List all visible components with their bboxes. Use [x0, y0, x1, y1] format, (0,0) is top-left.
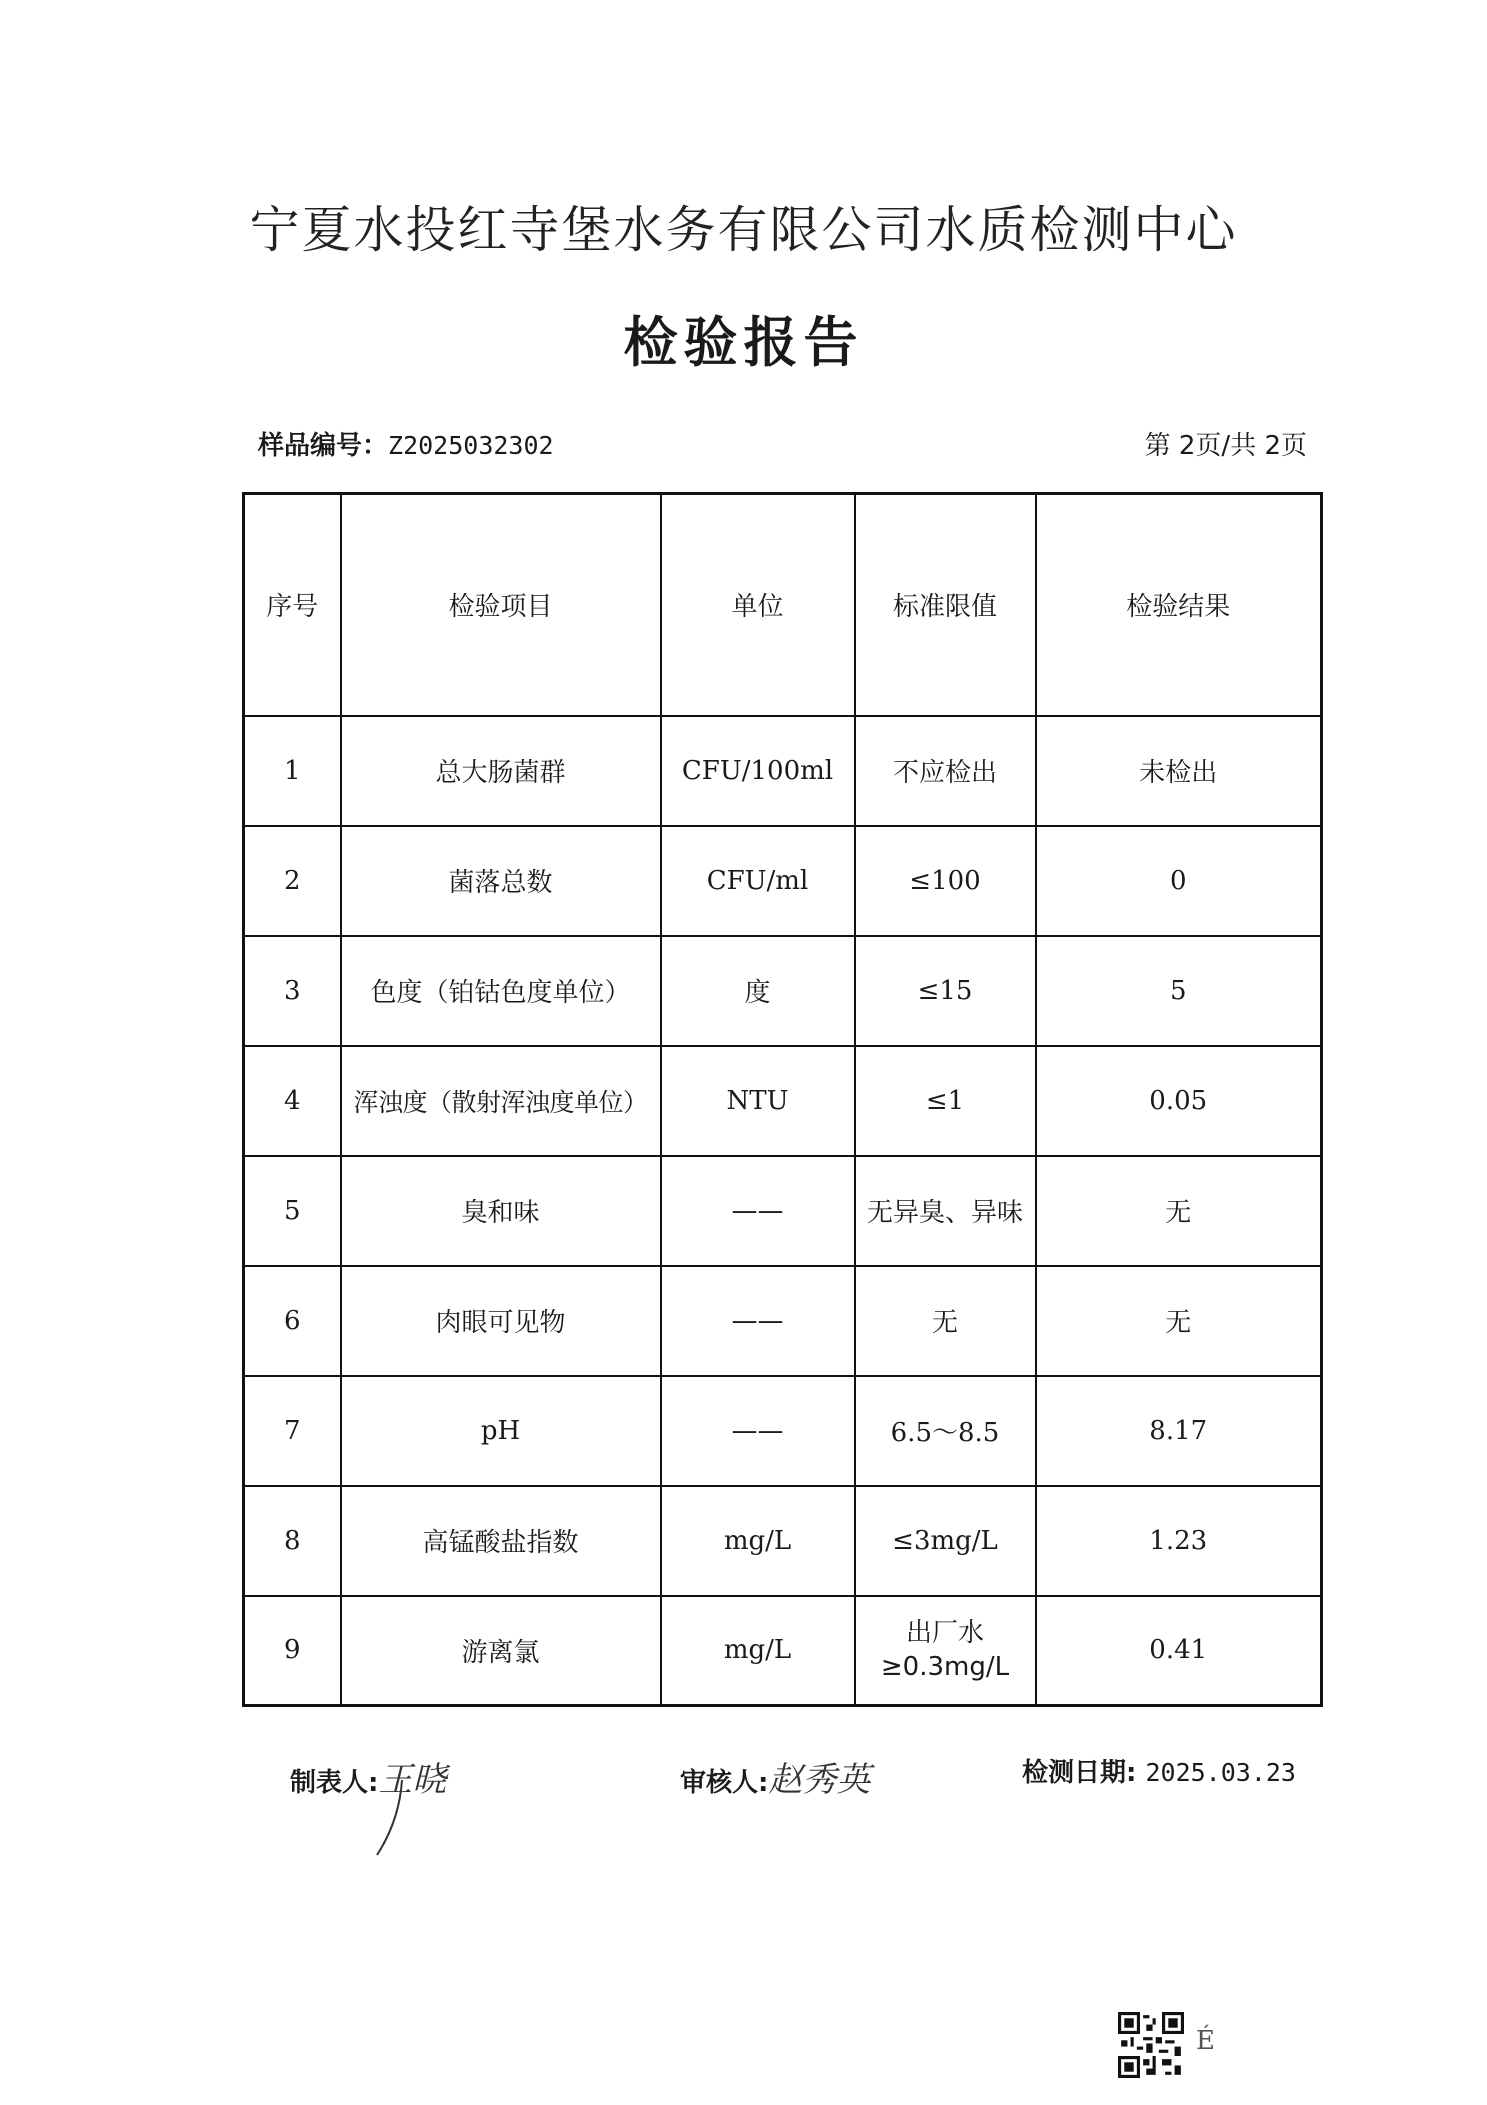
- table-row: [244, 826, 1322, 936]
- row-limit: 无: [855, 1266, 1036, 1376]
- row-result: 0.05: [1036, 1046, 1322, 1156]
- row-limit: ≤100: [855, 826, 1036, 936]
- reviewer-signature: 赵秀英: [768, 1760, 871, 1800]
- col-header-unit: 单位: [661, 494, 855, 716]
- row-no: 2: [244, 826, 341, 936]
- test-date: [1022, 1752, 1296, 1789]
- signature-stroke: [372, 1740, 452, 1860]
- row-limit-line1: 出厂水: [905, 1618, 984, 1649]
- row-limit: ≤1: [855, 1046, 1036, 1156]
- row-no: 7: [244, 1376, 341, 1486]
- row-limit: 不应检出: [855, 716, 1036, 826]
- row-unit: mg/L: [661, 1596, 855, 1706]
- test-date-value: 2025.03.23: [1145, 1758, 1296, 1787]
- table-row: [244, 1486, 1322, 1596]
- row-result: 8.17: [1036, 1376, 1322, 1486]
- row-result: 1.23: [1036, 1486, 1322, 1596]
- row-result: 5: [1036, 936, 1322, 1046]
- table-row: [244, 1046, 1322, 1156]
- row-item: 总大肠菌群: [341, 716, 661, 826]
- row-item: 菌落总数: [341, 826, 661, 936]
- table-row: [244, 716, 1322, 826]
- row-unit: 度: [661, 936, 855, 1046]
- row-unit: CFU/100ml: [661, 716, 855, 826]
- sample-number: [258, 425, 554, 462]
- corner-mark: É: [1196, 2026, 1215, 2056]
- sample-number-value: Z2025032302: [388, 431, 554, 460]
- row-item: pH: [341, 1376, 661, 1486]
- report-title: 检验报告: [623, 311, 864, 374]
- row-limit: [855, 1596, 1036, 1706]
- row-item: 高锰酸盐指数: [341, 1486, 661, 1596]
- row-item: 色度（铂钴色度单位）: [341, 936, 661, 1046]
- test-results-table: [242, 492, 1323, 1707]
- col-header-limit: 标准限值: [855, 494, 1036, 716]
- table-row: [244, 1266, 1322, 1376]
- row-limit-line2: ≥0.3mg/L: [880, 1652, 1010, 1683]
- col-header-result: 检验结果: [1036, 494, 1322, 716]
- row-no: 8: [244, 1486, 341, 1596]
- row-unit: ——: [661, 1156, 855, 1266]
- table-row: [244, 1596, 1322, 1706]
- row-unit: mg/L: [661, 1486, 855, 1596]
- row-unit: ——: [661, 1266, 855, 1376]
- row-result: 未检出: [1036, 716, 1322, 826]
- qr-code-icon: [1118, 2012, 1184, 2078]
- reviewer: [680, 1752, 870, 1801]
- row-result: 无: [1036, 1156, 1322, 1266]
- table-header-row: [244, 494, 1322, 716]
- row-unit: NTU: [661, 1046, 855, 1156]
- row-item: 臭和味: [341, 1156, 661, 1266]
- row-result: 0: [1036, 826, 1322, 936]
- table-row: [244, 1156, 1322, 1266]
- row-limit: 无异臭、异味: [855, 1156, 1036, 1266]
- row-no: 1: [244, 716, 341, 826]
- row-unit: ——: [661, 1376, 855, 1486]
- organization-name: 宁夏水投红寺堡水务有限公司水质检测中心: [249, 201, 1238, 259]
- row-no: 3: [244, 936, 341, 1046]
- table-row: [244, 1376, 1322, 1486]
- row-limit: ≤15: [855, 936, 1036, 1046]
- preparer-signature: 王晓: [378, 1760, 447, 1800]
- row-no: 5: [244, 1156, 341, 1266]
- preparer-label: 制表人:: [290, 1768, 379, 1798]
- reviewer-label: 审核人:: [680, 1768, 769, 1798]
- row-result: 无: [1036, 1266, 1322, 1376]
- col-header-no: 序号: [244, 494, 341, 716]
- row-result: 0.41: [1036, 1596, 1322, 1706]
- sample-number-label: 样品编号：: [258, 431, 389, 461]
- row-no: 4: [244, 1046, 341, 1156]
- col-header-item: 检验项目: [341, 494, 661, 716]
- row-item: 肉眼可见物: [341, 1266, 661, 1376]
- row-limit: ≤3mg/L: [855, 1486, 1036, 1596]
- row-item: 游离氯: [341, 1596, 661, 1706]
- page-info: 第 2页/共 2页: [1144, 431, 1307, 461]
- test-date-label: 检测日期:: [1022, 1758, 1137, 1788]
- table-row: [244, 936, 1322, 1046]
- row-no: 6: [244, 1266, 341, 1376]
- row-limit: 6.5～8.5: [855, 1376, 1036, 1486]
- row-no: 9: [244, 1596, 341, 1706]
- row-unit: CFU/ml: [661, 826, 855, 936]
- row-item: 浑浊度（散射浑浊度单位）: [341, 1046, 661, 1156]
